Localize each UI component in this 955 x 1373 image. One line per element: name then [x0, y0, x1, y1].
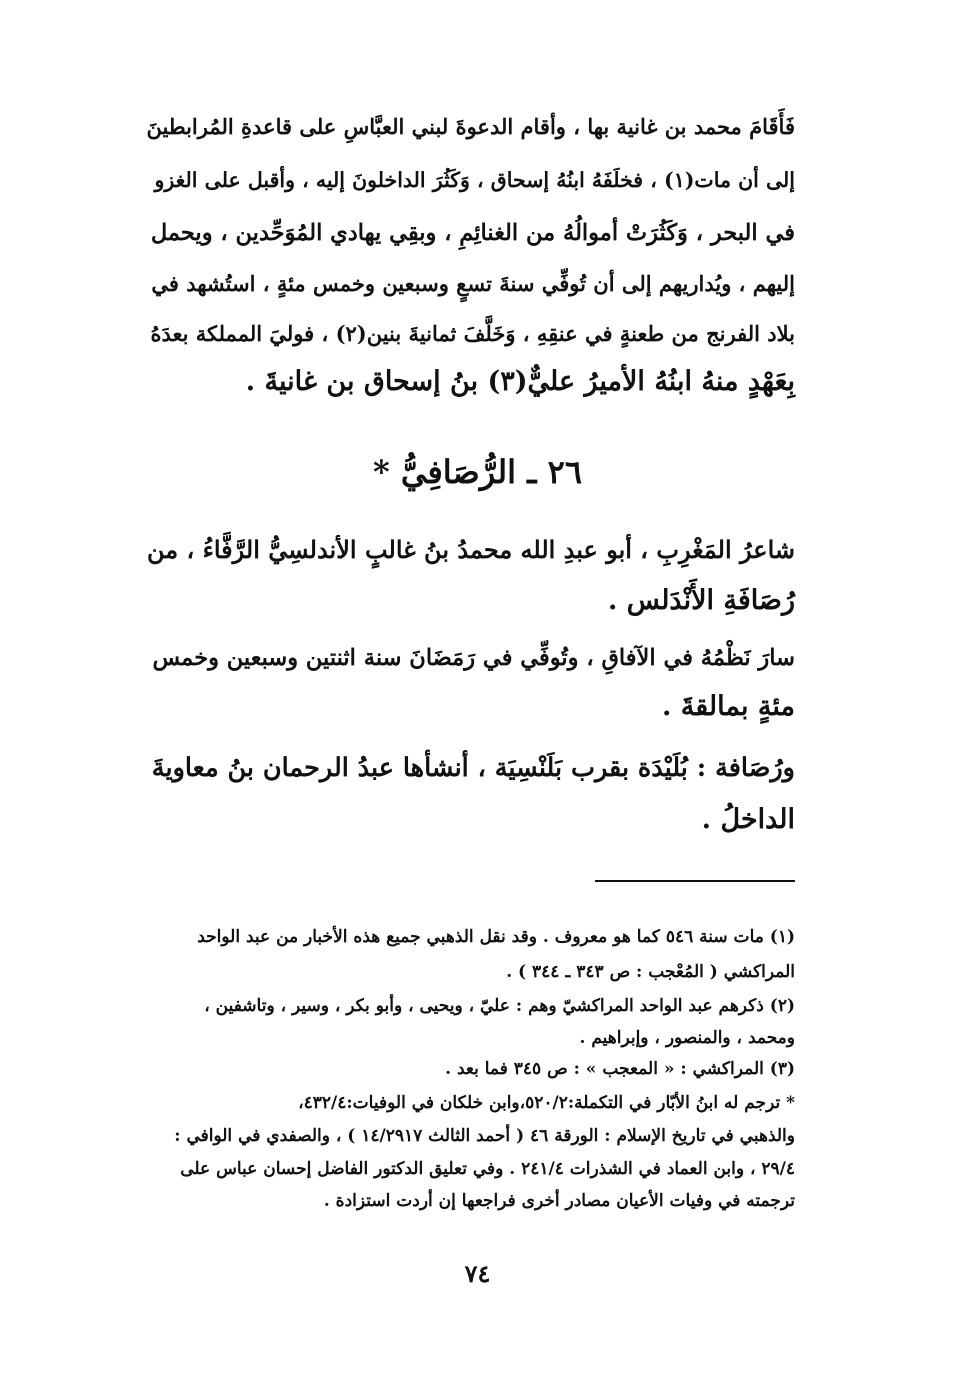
footnote-separator [595, 880, 795, 882]
para2-line-2: رُصَافَةِ الأَنْدَلس . [607, 585, 795, 616]
para1-line-5: بلاد الفرنج من طعنةٍ في عنقِهِ ، وَخَلَّفَ ثمانيةَ بنين(٢) ، فوليَ المملكة بعدَهُ [150, 321, 795, 346]
source-note-line-1: * ترجم له ابنُ الأبّار في التكملة:٥٢٠/٢،وابن خلكان في الوفيات:٤٣٢/٤، [298, 1093, 795, 1113]
para1-line-6: بِعَهْدٍ منهُ ابنُهُ الأميرُ عليٌّ(٣) بنُ إسحاق بن غانيةَ . [245, 366, 795, 397]
para3-line-1: سارَ نَظْمُهُ في الآفاقِ ، وتُوفِّي في رَمَضَانَ سنة اثنتين وسبعين وخمس [152, 645, 795, 671]
para4-line-2: الداخلُ . [701, 804, 795, 835]
footnote-3: (٣) المراكشي : « المعجب » : ص ٣٤٥ فما بعد . [445, 1059, 795, 1079]
para1-line-2: إلى أن مات(١) ، فخلَفَهُ ابنُهُ إسحاق ، وَكَثُرَ الداخلونَ إليه ، وأقبل على الغزو [154, 168, 795, 192]
para4-line-1: ورُصَافة : بُلَيْدَة بقرب بَلَنْسِيَة ، أنشأها عبدُ الرحمان بنُ معاويةَ [151, 753, 795, 783]
source-note-line-4: ترجمته في وفيات الأعيان مصادر أخرى فراجعها إن أردت استزادة . [323, 1191, 795, 1211]
para1-line-1: فَأَقَامَ محمد بن غانية بها ، وأقام الدعوةَ لبني العبَّاسِ على قاعدةِ المُرابطينَ [146, 114, 795, 139]
footnote-2-line-1: (٢) ذكرهم عبد الواحد المراكشيّ وهم : عليّ ، ويحيى ، وأبو بكر ، وسير ، وتاشفين ، [204, 996, 795, 1016]
page-number: ٧٤ [464, 1259, 491, 1288]
para1-line-4: إليهم ، ويُداريهم إلى أن تُوفِّي سنةَ تسعٍ وسبعين وخمس مئةٍ ، استُشهد في [151, 271, 795, 296]
para1-line-3: في البحر ، وَكَثُرَتْ أموالُهُ من الغنائِمِ ، وبقِي يهادي المُوَحِّدين ، ويحمل [150, 220, 795, 246]
footnote-1-line-1: (١) مات سنة ٥٤٦ كما هو معروف . وقد نقل الذهبي جميع هذه الأخبار من عبد الواحد [197, 927, 795, 947]
source-note-line-3: ٢٩/٤ ، وابن العماد في الشذرات ٢٤١/٤ . وفي تعليق الدكتور الفاضل إحسان عباس على [180, 1159, 795, 1179]
section-heading: ٢٦ ـ الرُّصَافِيُّ * [372, 453, 583, 491]
footnote-1-line-2: المراكشي ( المُعْجب : ص ٣٤٣ ـ ٣٤٤ ) . [506, 962, 795, 982]
source-note-line-2: والذهبي في تاريخ الإسلام : الورقة ٤٦ ( أحمد الثالث ١٤/٢٩١٧ ) ، والصفدي في الوافي : [174, 1126, 795, 1146]
footnote-2-line-2: ومحمد ، والمنصور ، وإبراهيم . [579, 1028, 795, 1048]
para3-line-2: مئةٍ بمالقةَ . [662, 691, 795, 722]
para2-line-1: شاعرُ المَغْرِبِ ، أبو عبدِ الله محمدُ بنُ غالبٍ الأندلسِيُّ الرَّفَّاءُ ، من [147, 535, 795, 564]
